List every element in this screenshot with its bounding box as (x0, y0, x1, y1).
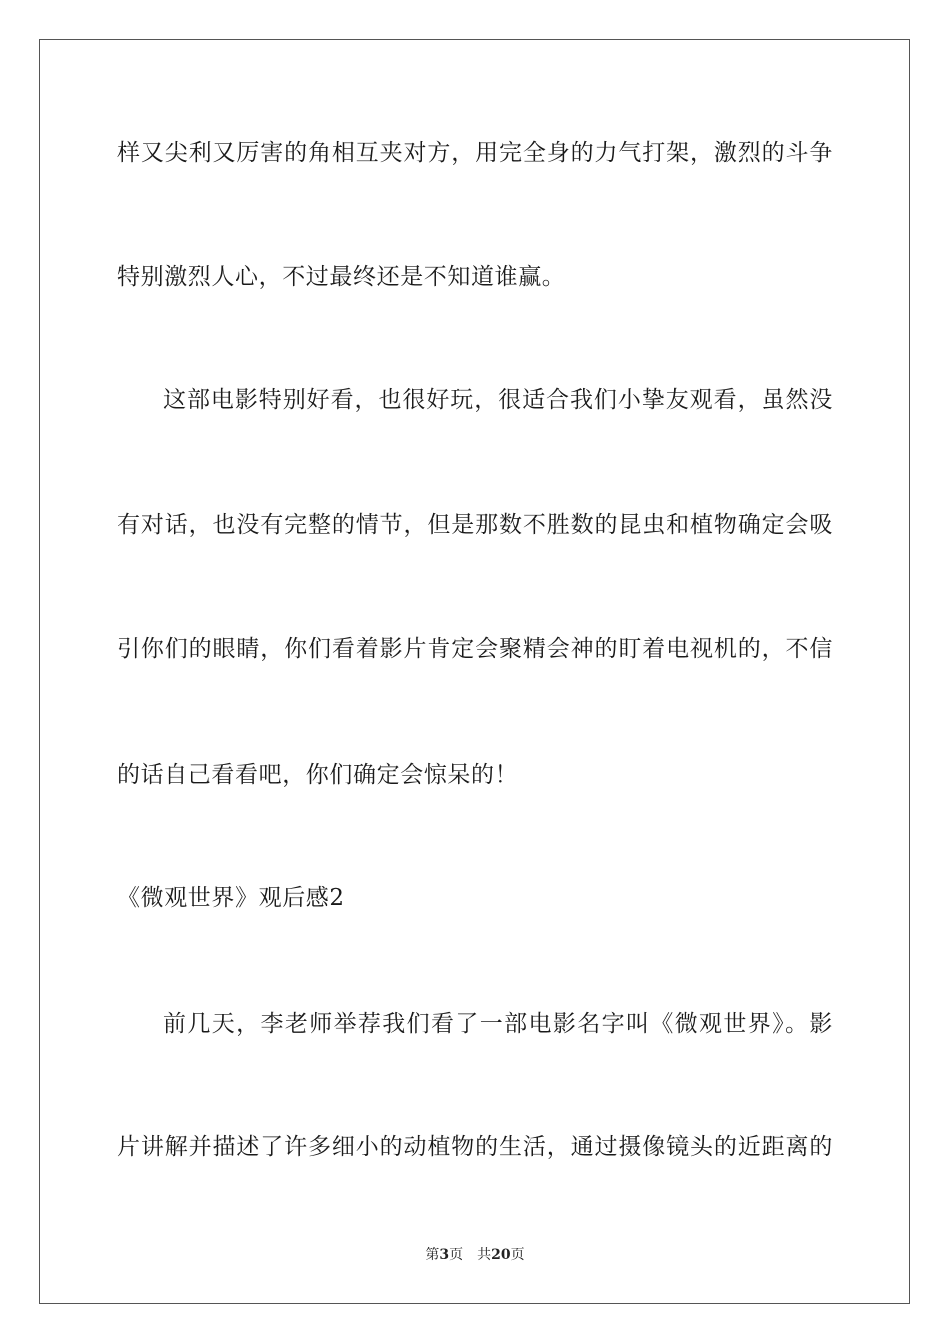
body-line-7: 前几天，李老师举荐我们看了一部电影名字叫《微观世界》。影 (163, 1011, 833, 1037)
footer-page-number: 3 (439, 1247, 450, 1263)
footer-total-suffix: 页 (510, 1247, 525, 1263)
section-heading: 《微观世界》观后感2 (117, 885, 345, 911)
body-line-5: 引你们的眼睛，你们看着影片肯定会聚精会神的盯着电视机的，不信 (117, 636, 833, 662)
body-line-2: 特别激烈人心，不过最终还是不知道谁赢。 (117, 264, 566, 290)
body-line-1: 样又尖利又厉害的角相互夹对方，用完全身的力气打架，激烈的斗争 (117, 140, 833, 166)
page-footer (0, 1246, 950, 1264)
footer-total-prefix: 共 (477, 1247, 492, 1263)
footer-page-suffix: 页 (449, 1247, 464, 1263)
body-line-4: 有对话，也没有完整的情节，但是那数不胜数的昆虫和植物确定会吸 (117, 512, 833, 538)
body-line-8: 片讲解并描述了许多细小的动植物的生活，通过摄像镜头的近距离的 (117, 1134, 833, 1160)
footer-total-pages: 20 (491, 1247, 511, 1263)
footer-page-prefix: 第 (425, 1247, 440, 1263)
body-line-3: 这部电影特别好看，也很好玩，很适合我们小挚友观看，虽然没 (163, 387, 833, 413)
body-line-6: 的话自己看看吧，你们确定会惊呆的！ (117, 762, 519, 788)
page-border (39, 39, 910, 1304)
